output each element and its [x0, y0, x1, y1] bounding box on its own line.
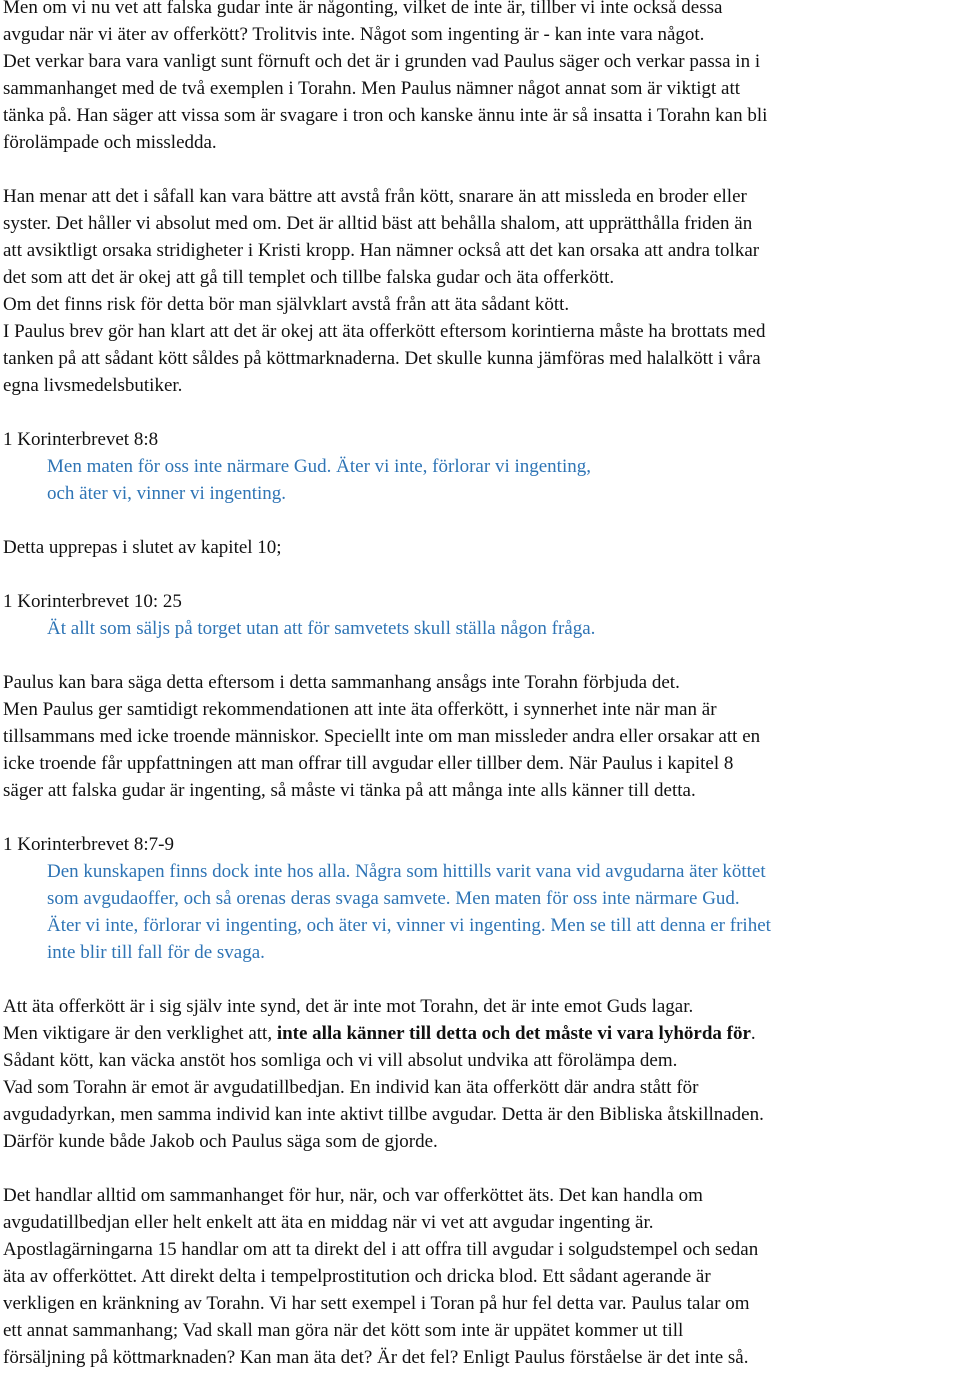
paragraph-2 [3, 183, 960, 399]
repeat-note: Detta upprepas i slutet av kapitel 10; [3, 537, 282, 558]
text-line: det som att det är okej att gå till templet och tillbe falska gudar och äta offerkött. [3, 267, 615, 288]
verse-quote-line: Ät allt som säljs på torget utan att för samvetets skull ställa någon fråga. [47, 618, 596, 639]
text-line: förolämpade och missledda. [3, 132, 217, 153]
verse-block-2 [3, 588, 960, 642]
verse-reference: 1 Korinterbrevet 8:8 [3, 429, 159, 450]
text-line: avgudar när vi äter av offerkött? Trolitvis inte. Något som ingenting är - kan inte vara något. [3, 24, 705, 45]
paragraph-gap [3, 642, 960, 669]
text-span: . [750, 1023, 756, 1044]
text-line: att avsiktligt orsaka stridigheter i Kristi kropp. Han nämner också att det kan orsaka att andra tolkar [3, 240, 760, 261]
text-line: tänka på. Han säger att vissa som är svagare i tron och kanske ännu inte är så insatta i Torahn kan bli [3, 105, 768, 126]
text-line: försäljning på köttmarknaden? Kan man äta det? Är det fel? Enligt Paulus förståelse är det inte så. [3, 1347, 749, 1368]
text-line: Det verkar bara vara vanligt sunt förnuft och det är i grunden vad Paulus säger och verkar passa in i [3, 51, 761, 72]
verse-quote-line: Den kunskapen finns dock inte hos alla. Några som hittills varit vana vid avgudarna äter köttet [47, 861, 766, 882]
paragraph-gap [3, 1155, 960, 1182]
text-line: verkligen en kränkning av Torahn. Vi har sett exempel i Toran på hur fel detta var. Paulus talar om [3, 1293, 750, 1314]
text-line: Paulus kan bara säga detta eftersom i detta sammanhang ansågs inte Torahn förbjuda det. [3, 672, 680, 693]
text-line: Sådant kött, kan väcka anstöt hos somliga och vi vill absolut undvika att förolämpa dem. [3, 1050, 678, 1071]
intro-paragraph [3, 0, 960, 156]
text-line-emphasis [3, 1020, 960, 1047]
text-line: tillsammans med icke troende människor. Speciellt inte om man missleder andra eller orsakar att en [3, 726, 761, 747]
verse-block-1 [3, 426, 960, 507]
text-line: Men Paulus ger samtidigt rekommendationen att inte äta offerkött, i synnerhet inte när man är [3, 699, 717, 720]
verse-reference: 1 Korinterbrevet 10: 25 [3, 591, 182, 612]
text-line: egna livsmedelsbutiker. [3, 375, 183, 396]
text-line: Apostlagärningarna 15 handlar om att ta direkt del i att offra till avgudar i solgudstempel och sedan [3, 1239, 759, 1260]
paragraph-gap [3, 399, 960, 426]
text-line: syster. Det håller vi absolut med om. Det är alltid bäst att behålla shalom, att upprätthålla friden än [3, 213, 753, 234]
text-span: Men viktigare är den verklighet att, [3, 1023, 277, 1044]
paragraph-gap [3, 156, 960, 183]
text-line: tanken på att sådant kött såldes på köttmarknaderna. Det skulle kunna jämföras med halalkött i våra [3, 348, 761, 369]
text-line: avgudatillbedjan eller helt enkelt att äta en middag när vi vet att avgudar ingenting är. [3, 1212, 654, 1233]
paragraph-gap [3, 561, 960, 588]
text-line: Det handlar alltid om sammanhanget för hur, när, och var offerköttet äts. Det kan handla om [3, 1185, 703, 1206]
text-line: Om det finns risk för detta bör man självklart avstå från att äta sådant kött. [3, 294, 570, 315]
paragraph-4 [3, 993, 960, 1155]
text-line: icke troende får uppfattningen att man offrar till avgudar eller tillber dem. När Paulus i kapitel 8 [3, 753, 734, 774]
paragraph-3 [3, 669, 960, 804]
verse-quote-line: Men maten för oss inte närmare Gud. Äter vi inte, förlorar vi ingenting, [47, 456, 591, 477]
text-line: äta av offerköttet. Att direkt delta i tempelprostitution och dricka blod. Ett sådant agerande är [3, 1266, 711, 1287]
text-line: Vad som Torahn är emot är avgudatillbedjan. En individ kan äta offerkött där andra stått för [3, 1077, 699, 1098]
verse-quote-line: inte blir till fall för de svaga. [47, 942, 265, 963]
verse-quote-line: och äter vi, vinner vi ingenting. [47, 483, 287, 504]
paragraph-5 [3, 1182, 960, 1371]
emphasis-text: inte alla känner till detta och det måste vi vara lyhörda för [276, 1023, 751, 1044]
verse-reference: 1 Korinterbrevet 8:7-9 [3, 834, 174, 855]
paragraph-gap [3, 507, 960, 534]
text-line: I Paulus brev gör han klart att det är okej att äta offerkött eftersom korintierna måste ha brottats med [3, 321, 766, 342]
text-line: avgudadyrkan, men samma individ kan inte aktivt tillbe avgudar. Detta är den Bibliska åtskillnaden. [3, 1104, 764, 1125]
paragraph-gap [3, 804, 960, 831]
text-line: Att äta offerkött är i sig själv inte synd, det är inte mot Torahn, det är inte emot Guds lagar. [3, 996, 694, 1017]
verse-quote-line: som avgudaoffer, och så orenas deras svaga samvete. Men maten för oss inte närmare Gud. [47, 888, 740, 909]
text-line: ett annat sammanhang; Vad skall man göra när det kött som inte är uppätet kommer ut till [3, 1320, 684, 1341]
text-line: Därför kunde både Jakob och Paulus säga som de gjorde. [3, 1131, 438, 1152]
verse-quote-line: Äter vi inte, förlorar vi ingenting, och äter vi, vinner vi ingenting. Men se till att denna er frihet [47, 915, 771, 936]
text-line: sammanhanget med de två exemplen i Torahn. Men Paulus nämner något annat som är viktigt att [3, 78, 741, 99]
verse-block-3 [3, 831, 960, 966]
paragraph-gap [3, 966, 960, 993]
text-line: Men om vi nu vet att falska gudar inte är någonting, vilket de inte är, tillber vi inte också dessa [3, 0, 723, 18]
text-line: Han menar att det i såfall kan vara bättre att avstå från kött, snarare än att missleda en broder eller [3, 186, 747, 207]
text-line: säger att falska gudar är ingenting, så måste vi tänka på att många inte alls känner till detta. [3, 780, 696, 801]
